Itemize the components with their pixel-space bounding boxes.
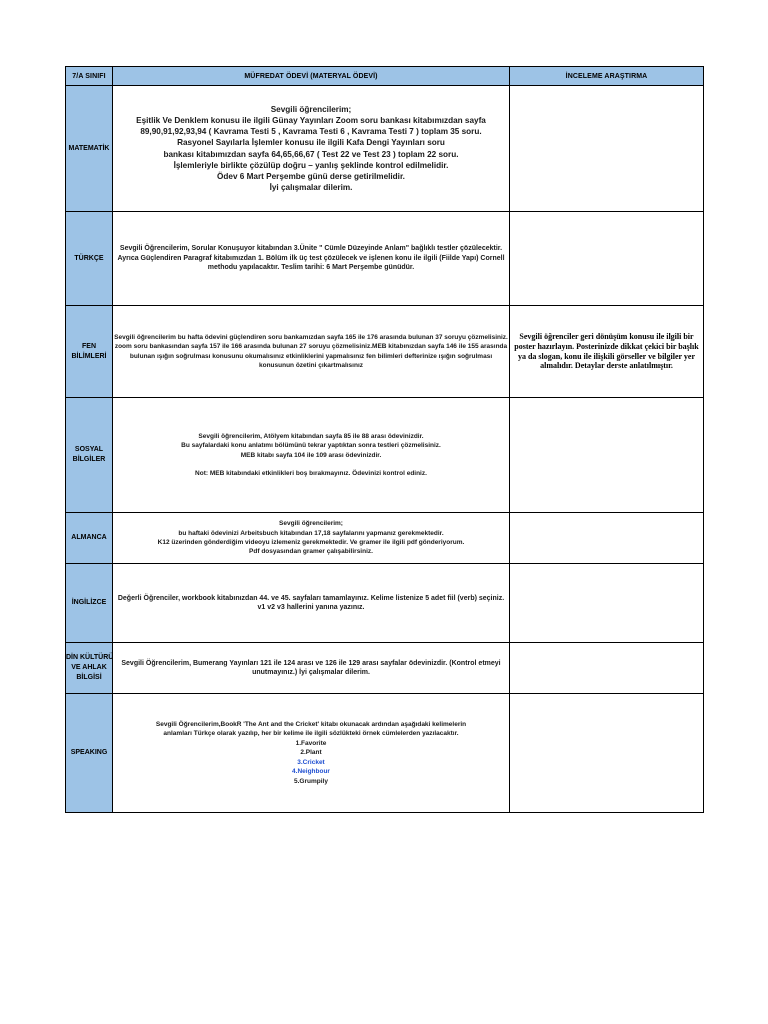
row-turkce	[66, 212, 704, 306]
word-item: 2.Plant	[300, 749, 322, 757]
word-item: 1.Favorite	[295, 739, 327, 747]
text-line: Ödev 6 Mart Perşembe günü derse getirilmelidir.	[217, 171, 405, 181]
research-speaking	[510, 694, 704, 813]
subject-speaking: SPEAKING	[66, 694, 113, 813]
subject-line: BİLGİSİ	[76, 674, 102, 681]
homework-turkce	[113, 212, 510, 306]
text-line: Bu sayfalardaki konu anlatımı bölümünü tekrar yaptıktan sonra testleri çözmelisiniz.	[181, 442, 441, 450]
text-line: İyi çalışmalar dilerim.	[269, 183, 353, 193]
subject-almanca: ALMANCA	[66, 513, 113, 564]
row-din	[66, 643, 704, 694]
spacer	[113, 460, 509, 469]
research-sosyal	[510, 398, 704, 513]
homework-almanca	[113, 513, 510, 564]
homework-sosyal	[113, 398, 510, 513]
homework-header: MÜFREDAT ÖDEVİ (MATERYAL ÖDEVİ)	[113, 67, 510, 86]
text-line: MEB kitabı sayfa 104 ile 109 arası ödevinizdir.	[240, 451, 382, 459]
row-ingilizce	[66, 564, 704, 643]
subject-line: SOSYAL	[74, 446, 104, 453]
class-header: 7/A SINIFI	[66, 67, 113, 86]
text-line: Pdf dosyasından gramer çalışabilirsiniz.	[249, 548, 373, 556]
text-line: bankası kitabımızdan sayfa 64,65,66,67 ( Test 22 ve Test 23 ) toplam 22 soru.	[163, 149, 459, 159]
subject-line: BİLGİLER	[72, 456, 106, 463]
text-line: K12 üzerinden gönderdiğim videoyu izlemeniz gerekmektedir. Ve gramer ile ilgili pdf gönderiyorum.	[157, 539, 465, 546]
row-sosyal	[66, 398, 704, 513]
homework-table	[65, 66, 704, 813]
word-item-link[interactable]: 3.Cricket	[297, 758, 325, 766]
research-turkce	[510, 212, 704, 306]
subject-line: FEN	[82, 342, 96, 350]
subject-sosyal	[66, 398, 113, 513]
research-din	[510, 643, 704, 694]
research-matematik	[510, 86, 704, 212]
row-speaking	[66, 694, 704, 813]
text-line: bu haftaki ödevinizi Arbeitsbuch kitabından 17,18 sayfalarını yapmanız gerekmektedir.	[178, 529, 444, 537]
text-line: 89,90,91,92,93,94 ( Kavrama Testi 5 , Kavrama Testi 6 , Kavrama Testi 7 ) toplam 35 soru.	[140, 127, 482, 137]
research-ingilizce	[510, 564, 704, 643]
homework-matematik	[113, 86, 510, 212]
homework-text: Sevgili Öğrencilerim, Sorular Konuşuyor kitabından 3.Ünite " Cümle Düzeyinde Anlam" bağlıklı testler çözülecektir. Ayrıca Güçlendiren Paragraf kitabımızdan 1. Bölüm ilk üç test çözülecek ve işlenen konu ile ilgili (Fiilde Yapı) Cornell methodu yapılacaktır. Teslim tarihi: 6 Mart Perşembe günüdür.	[117, 245, 505, 272]
research-fen	[510, 306, 704, 398]
homework-text: Sevgili Öğrencilerim, Bumerang Yayınları 121 ile 124 arası ve 126 ile 129 arası sayfalar ödevinizdir. (Kontrol etmeyi unutmayınız.) İyi çalışmalar dilerim.	[121, 659, 501, 676]
homework-speaking	[113, 694, 510, 813]
row-matematik	[66, 86, 704, 212]
research-almanca	[510, 513, 704, 564]
text-line: Sevgili öğrencilerim, Atölyem kitabından sayfa 85 ile 88 arası ödevinizdir.	[198, 432, 424, 440]
header-row	[66, 67, 704, 86]
subject-ingilizce: İNGİLİZCE	[66, 564, 113, 643]
homework-text: Değerli Öğrenciler, workbook kitabınızdan 44. ve 45. sayfaları tamamlayınız. Kelime listenize 5 adet fiil (verb) seçiniz. v1 v2 v3 hallerini yanına yazınız.	[117, 594, 505, 611]
homework-text: Sevgili öğrencilerim bu hafta ödevini güçlendiren soru bankamızdan sayfa 165 ile 176 arasında bulunan 37 soruyu çözmelisiniz. zoom soru bankasından sayfa 157 ile 166 arasında bulunan 27 soruyu çözmelisiniz.MEB kitabınızdan sayfa 146 ile 155 arasında bulunan ışığın soğrulması konusunu okumalısınız etkinliklerini yapmalısınız fen bilimleri defterinize ışığın soğrulması konusunun özetini çıkartmalısınız	[114, 333, 508, 369]
subject-din	[66, 643, 113, 694]
subject-line: DİN KÜLTÜRÜ	[66, 654, 114, 661]
text-line: Sevgili Öğrencilerim,BookR 'The Ant and the Cricket' kitabı okunacak ardından aşağıdaki kelimelerin	[155, 721, 467, 729]
homework-fen	[113, 306, 510, 398]
word-item: 5.Grumpily	[294, 777, 328, 785]
text-line: İşlemleriyle birlikte çözülüp doğru – yanlış şeklinde kontrol edilmelidir.	[173, 160, 449, 170]
research-header: İNCELEME ARAŞTIRMA	[510, 67, 704, 86]
text-line: anlamları Türkçe olarak yazılıp, her bir kelime ile ilgili sözlükteki örnek cümlelerden yazılacaktır.	[163, 730, 459, 738]
text-line: Sevgili öğrencilerim;	[270, 104, 352, 114]
subject-matematik: MATEMATİK	[66, 86, 113, 212]
subject-line: BİLİMLERİ	[71, 352, 107, 360]
subject-line: VE AHLAK	[71, 664, 107, 671]
subject-fen	[66, 306, 113, 398]
row-fen	[66, 306, 704, 398]
text-line: Rasyonel Sayılarla İşlemler konusu ile ilgili Kafa Dengi Yayınları soru	[177, 138, 445, 148]
homework-din	[113, 643, 510, 694]
note-line: Not: MEB kitabındaki etkinlikleri boş bırakmayınız. Ödevinizi kontrol ediniz.	[195, 469, 427, 477]
text-line: Eşitlik Ve Denklem konusu ile ilgili Günay Yayınları Zoom soru bankası kitabımızdan sayfa	[136, 115, 486, 125]
research-text: Sevgili öğrenciler geri dönüşüm konusu ile ilgili bir poster hazırlayın. Posterinizde dikkat çekici bir başlık ya da slogan, konu ile ilişkili görseller ve bilgiler yer almalıdır. Detaylar derste anlatılmıştır.	[514, 332, 699, 371]
word-item-link[interactable]: 4.Neighbour	[292, 768, 330, 776]
homework-ingilizce	[113, 564, 510, 643]
subject-turkce: TÜRKÇE	[66, 212, 113, 306]
text-line: Sevgili öğrencilerim;	[279, 520, 343, 528]
row-almanca	[66, 513, 704, 564]
